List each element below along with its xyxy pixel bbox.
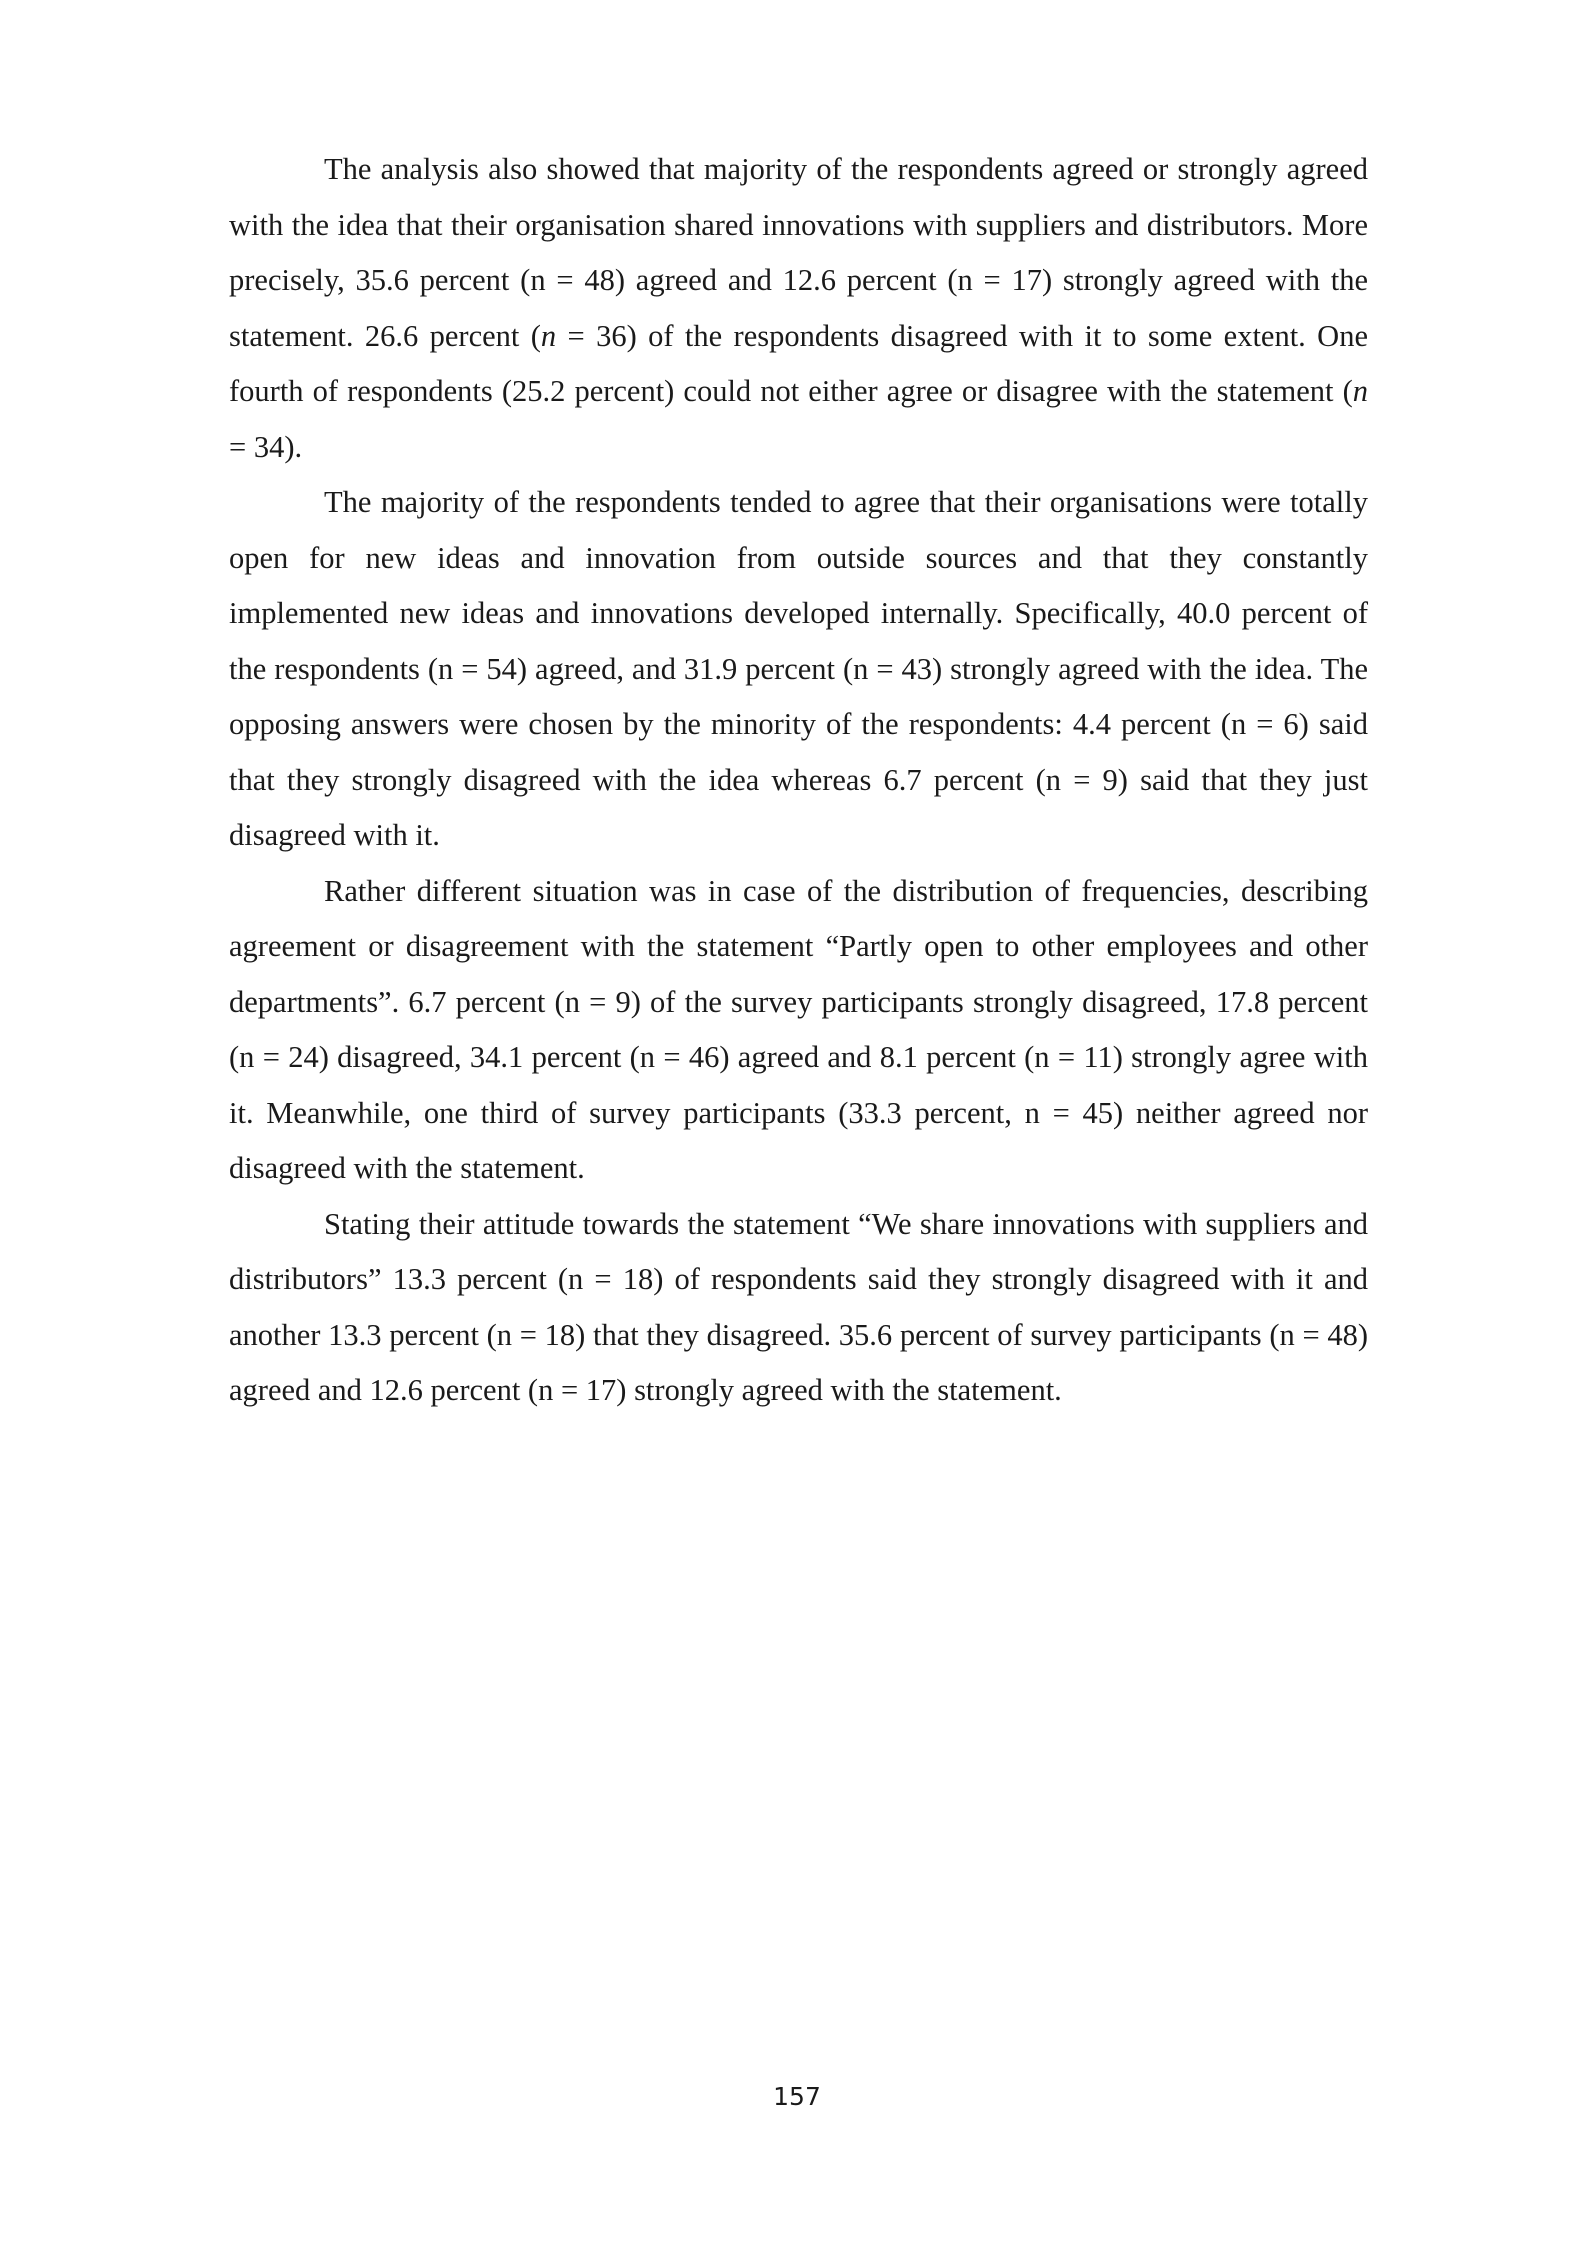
italic-n: n [1352,374,1368,408]
paragraph-1-text: The analysis also showed that majority of the respondents agreed or strongly agreed with the idea that their organisation shared innovations with suppliers and distributors. More precisely, 35.6 percent (n = 48) agreed and 12.6 percent (n = 17) strongly agreed with the statement. 26.6 percent ( [229,152,1368,353]
paragraph-2 [229,475,1368,864]
paragraph-2-text: The majority of the respondents tended to agree that their organisations were totally open for new ideas and innovation from outside sources and that they constantly implemented new ideas and innovations developed internally. Specifically, 40.0 percent of the respondents (n = 54) agreed, and 31.9 percent (n = 43) strongly agreed with the idea. The opposing answers were chosen by the minority of the respondents: 4.4 percent (n = 6) said that they strongly disagreed with the idea whereas 6.7 percent (n = 9) said that they just disagreed with it. [229,485,1368,852]
paragraph-1-text: = 36) of the respondents disagreed with it to some extent. One fourth of respondents (25.2 percent) could not either agree or disagree with the statement ( [229,318,1368,408]
italic-n: n [540,318,557,353]
paragraph-4 [229,1197,1368,1419]
body-text [229,142,1368,1419]
paragraph-4-text: Stating their attitude towards the statement “We share innovations with suppliers and distributors” 13.3 percent (n = 18) of respondents said they strongly disagreed with it and another 13.3 percent (n = 18) that they disagreed. 35.6 percent of survey participants (n = 48) agreed and 12.6 percent (n = 17) strongly agreed with the statement. [229,1206,1368,1407]
paragraph-3-text: Rather different situation was in case of the distribution of frequencies, describing agreement or disagreement with the statement “Partly open to other employees and other departments”. 6.7 percent (n = 9) of the survey participants strongly disagreed, 17.8 percent (n = 24) disagreed, 34.1 percent (n = 46) agreed and 8.1 percent (n = 11) strongly agree with it. Meanwhile, one third of survey participants (33.3 percent, n = 45) neither agreed nor disagreed with the statement. [229,873,1368,1185]
paragraph-3 [229,864,1368,1197]
page-number: 157 [773,2082,821,2111]
paragraph-1 [229,142,1368,475]
paragraph-1-text: = 34). [229,429,303,464]
